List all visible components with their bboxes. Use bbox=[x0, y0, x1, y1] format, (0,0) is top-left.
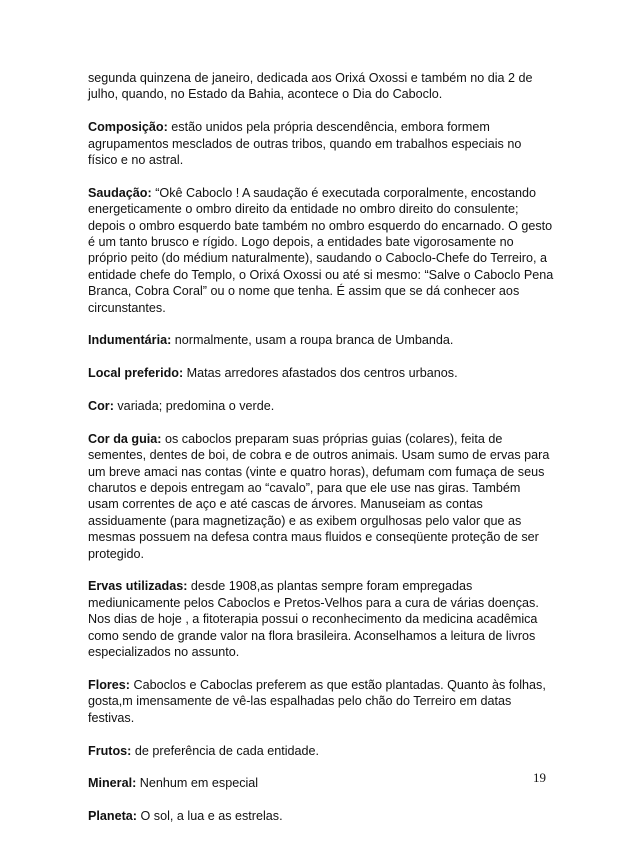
page-number: 19 bbox=[533, 770, 546, 785]
paragraph-continuation bbox=[88, 70, 554, 103]
paragraph-label: Frutos: bbox=[88, 743, 132, 758]
paragraph-label: Planeta: bbox=[88, 809, 137, 824]
paragraph-label: Local preferido: bbox=[88, 366, 184, 381]
paragraph-saudacao bbox=[88, 185, 554, 316]
paragraph-text: “Okê Caboclo ! A saudação é executada corporalmente, encostando energeticamente o ombro direito da entidade no ombro direito do consulente; depois o ombro esquerdo bate também no ombro esquerdo do encarnado. O gesto é um tanto brusco e rígido. Logo depois, a entidades bate vigorosamente no próprio peito (do médium naturalmente), saudando o Caboclo-Chefe do Terreiro, a entidade chefe do Templo, o Orixá Oxossi ou até si mesmo: “Salve o Caboclo Pena Branca, Cobra Coral” ou o nome que tenha. É assim que se dá conhecer aos circunstantes. bbox=[88, 185, 554, 315]
paragraph-flores bbox=[88, 677, 554, 726]
paragraph-text: Nenhum em especial bbox=[136, 776, 259, 791]
paragraph-text: segunda quinzena de janeiro, dedicada aos Orixá Oxossi e também no dia 2 de julho, quando, no Estado da Bahia, acontece o Dia do Caboclo. bbox=[88, 71, 533, 102]
paragraph-label: Saudação: bbox=[88, 185, 152, 200]
paragraph-text: Matas arredores afastados dos centros urbanos. bbox=[183, 366, 458, 381]
paragraph-text: de preferência de cada entidade. bbox=[131, 743, 320, 758]
paragraph-text: os caboclos preparam suas próprias guias (colares), feita de sementes, dentes de boi, de cobra e de outros animais. Usam sumo de ervas para um breve amaci nas contas (vinte e quatro horas), defumam com fumaça de seus charutos e depois entregam ao “cavalo”, para que ele use nas giras. Também usam correntes de aço e até cascas de árvores. Manuseiam as contas assiduamente (para magnetização) e as exibem orgulhosas pelo valor que as mesmas possuem na defesa contra maus fluidos e conseqüente proteção de ser protegido. bbox=[88, 431, 550, 561]
paragraph-cor-da-guia bbox=[88, 431, 554, 562]
paragraph-ervas-utilizadas bbox=[88, 578, 554, 660]
paragraph-text: Caboclos e Caboclas preferem as que estão plantadas. Quanto às folhas, gosta,m imensamente de vê-las espalhadas pelo chão do Terreiro em datas festivas. bbox=[88, 677, 546, 725]
paragraph-text: O sol, a lua e as estrelas. bbox=[137, 809, 283, 824]
paragraph-frutos bbox=[88, 743, 554, 759]
paragraph-text: normalmente, usam a roupa branca de Umbanda. bbox=[171, 333, 454, 348]
paragraph-text: desde 1908,as plantas sempre foram empregadas mediunicamente pelos Caboclos e Pretos-Velhos para a cura de várias doenças. Nos dias de hoje , a fitoterapia possui o reconhecimento da medicina acadêmica como sendo de grande valor na flora brasileira. Aconselhamos a leitura de livros especializados no assunto. bbox=[88, 579, 539, 660]
paragraph-label: Cor: bbox=[88, 399, 114, 414]
paragraph-label: Composição: bbox=[88, 120, 168, 135]
paragraph-label: Mineral: bbox=[88, 776, 137, 791]
paragraph-planeta bbox=[88, 808, 554, 824]
paragraph-mineral bbox=[88, 775, 554, 791]
paragraph-label: Flores: bbox=[88, 677, 130, 692]
paragraph-local-preferido bbox=[88, 365, 554, 381]
paragraph-label: Indumentária: bbox=[88, 333, 172, 348]
paragraph-text: variada; predomina o verde. bbox=[113, 399, 275, 414]
paragraph-cor bbox=[88, 398, 554, 414]
paragraph-indumentaria bbox=[88, 332, 554, 348]
paragraph-composicao bbox=[88, 119, 554, 168]
paragraph-label: Cor da guia: bbox=[88, 431, 162, 446]
document-body bbox=[88, 70, 554, 841]
paragraph-text: estão unidos pela própria descendência, embora formem agrupamentos mesclados de outras tribos, quando em trabalhos especiais no físico e no astral. bbox=[88, 120, 522, 168]
paragraph-label: Ervas utilizadas: bbox=[88, 579, 188, 594]
